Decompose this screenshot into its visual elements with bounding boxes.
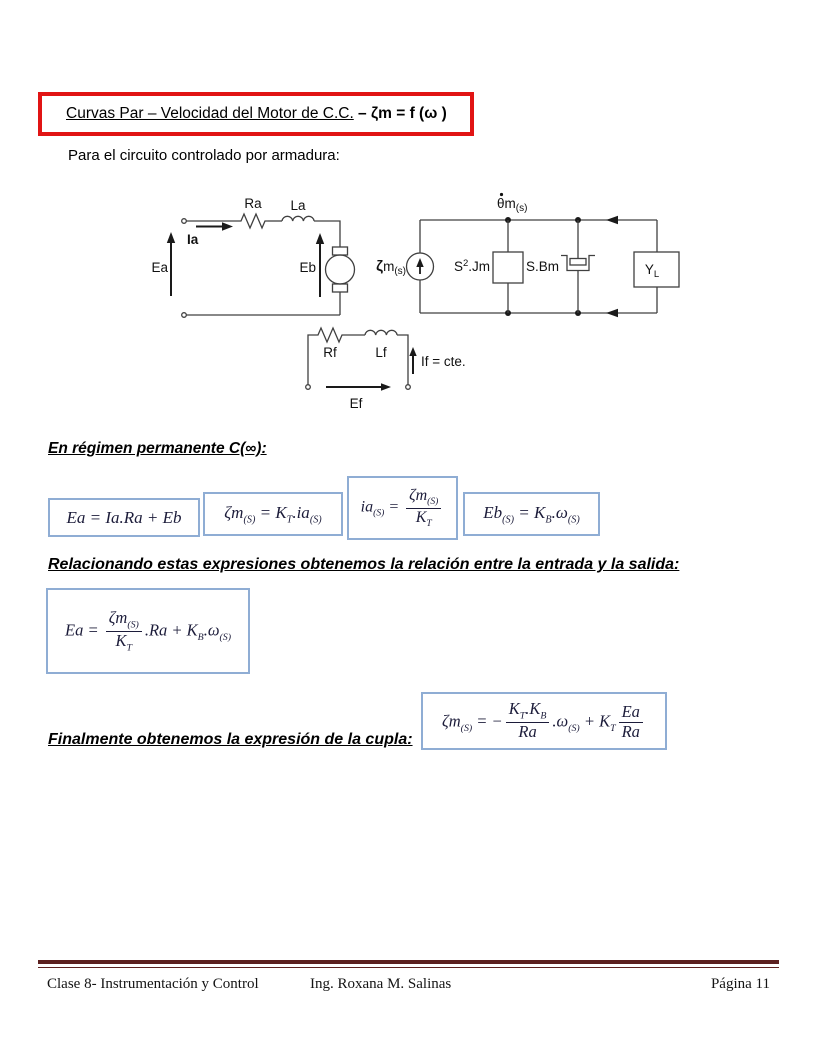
left-arrowhead — [606, 309, 618, 318]
fraction-denominator: Ra — [621, 721, 640, 741]
label-inertia-base: S — [453, 259, 463, 274]
equation-box-combined — [46, 588, 250, 674]
eq-subscript: T — [426, 517, 432, 529]
eq-subscript: (S) — [127, 619, 139, 631]
label-speed-sub: (s) — [515, 203, 528, 214]
equation-box-current-torque — [347, 476, 458, 540]
terminal-dot — [182, 313, 187, 318]
motor-icon — [326, 255, 355, 284]
eq-token: ζm — [442, 711, 461, 731]
eq-token: .ω — [203, 620, 220, 640]
eq-subscript: B — [197, 631, 204, 643]
eq-subscript: (S) — [243, 514, 256, 526]
equation-box-torque-current — [203, 492, 343, 536]
circuit-diagram — [140, 175, 710, 420]
eq-token: = K — [255, 502, 287, 522]
label-inertia-exponent: 2 — [462, 258, 469, 269]
inductor-la-icon — [282, 216, 314, 221]
heading-relation: Relacionando estas expresiones obtenemos la relación entre la entrada y la salida: — [48, 556, 680, 573]
label-if: If = cte. — [421, 354, 466, 369]
damper-piston — [570, 259, 586, 266]
equation-box-torque-speed — [421, 692, 667, 750]
eq-token: .ω — [552, 711, 569, 731]
fraction-numerator — [506, 700, 550, 723]
motor-brush — [333, 247, 348, 255]
equation-line — [442, 700, 646, 742]
intro-text: Para el circuito controlado por armadura: — [68, 147, 340, 164]
fraction — [406, 487, 441, 528]
if-arrow — [409, 347, 416, 374]
eq-token: + K — [579, 711, 611, 731]
field-circuit — [306, 328, 466, 411]
eq-subscript: (S) — [373, 507, 385, 519]
ia-arrow — [196, 222, 233, 230]
fraction-denominator — [106, 632, 142, 654]
equation-box-armature-voltage — [48, 498, 200, 537]
label-load — [645, 262, 659, 280]
wire — [397, 335, 408, 385]
fraction-numerator — [406, 487, 441, 508]
eq-subscript: T — [610, 722, 616, 734]
eq-token: .ia — [292, 502, 310, 522]
eq-token: = — [384, 498, 404, 516]
footer-rule-thick — [38, 960, 779, 964]
resistor-ra-icon — [238, 214, 268, 228]
heading-final: Finalmente obtenemos la expresión de la cupla: — [48, 731, 413, 748]
eq-subscript: (S) — [568, 722, 580, 734]
equation-line — [224, 503, 321, 525]
footer — [38, 976, 779, 1000]
eq-subscript: B — [540, 710, 547, 722]
armature-circuit — [151, 196, 354, 317]
eq-token: Ea = — [64, 620, 103, 640]
left-arrowhead — [606, 216, 618, 225]
label-inertia — [454, 258, 490, 274]
motor-brush — [333, 284, 348, 292]
title-bold: – ζm = f (ω ) — [353, 105, 447, 122]
label-load-y: Y — [644, 262, 654, 277]
eq-token: = K — [514, 502, 546, 522]
label-speed-main: θm — [497, 196, 516, 211]
terminal-dot — [406, 385, 411, 390]
equation-box-back-emf — [463, 492, 600, 536]
equation-line — [361, 487, 445, 528]
eq-token: K — [115, 630, 127, 650]
fraction-denominator: Ra — [518, 721, 537, 741]
eq-subscript: (S) — [567, 514, 580, 526]
fraction — [506, 700, 550, 742]
label-eb: Eb — [299, 260, 316, 275]
eq-token: .K — [525, 699, 541, 719]
eq-token: K — [415, 508, 427, 526]
terminal-dot — [306, 385, 311, 390]
ef-arrow — [326, 383, 391, 391]
label-speed — [497, 196, 527, 214]
label-ef: Ef — [349, 396, 363, 411]
footer-rule-thin — [38, 967, 779, 968]
label-lf: Lf — [375, 345, 387, 360]
eq-subscript: (S) — [460, 722, 473, 734]
label-torque-m: m — [383, 259, 395, 274]
inductor-lf-icon — [365, 330, 397, 335]
fraction — [106, 609, 142, 653]
eq-token: ζm — [108, 607, 128, 627]
eq-token: .Ra + K — [144, 620, 198, 640]
source-arrowhead — [416, 258, 423, 267]
eq-token: ia — [360, 498, 374, 516]
eq-token: ζm — [224, 502, 244, 522]
eq-token: = − — [472, 711, 503, 731]
footer-page-number: Página 11 — [710, 976, 770, 992]
mechanical-circuit — [376, 193, 679, 317]
eq-token: Eb — [483, 502, 503, 522]
eq-token: ζm — [409, 487, 428, 505]
eq-subscript: (S) — [502, 514, 515, 526]
eq-token: K — [508, 699, 520, 719]
heading-steady-state: En régimen permanente C(∞): — [48, 440, 267, 457]
label-la: La — [290, 198, 306, 213]
footer-course: Clase 8- Instrumentación y Control — [47, 976, 259, 992]
label-damper: S.Bm — [525, 259, 559, 274]
inertia-box — [493, 252, 523, 283]
terminal-dot — [182, 219, 187, 224]
fraction-numerator: Ea — [619, 703, 643, 723]
page-title — [66, 105, 447, 123]
label-torque-sub: (s) — [394, 266, 406, 277]
label-ia: Ia — [187, 232, 199, 247]
label-ea: Ea — [151, 260, 168, 275]
equation-line — [65, 609, 231, 653]
eq-subscript: T — [286, 514, 293, 526]
label-load-sub: L — [653, 269, 660, 280]
eq-subscript: T — [519, 710, 526, 722]
fraction-denominator — [406, 509, 441, 529]
footer-author: Ing. Roxana M. Salinas — [310, 976, 452, 992]
equation-line — [483, 503, 579, 525]
resistor-rf-icon — [315, 328, 345, 342]
label-rf: Rf — [323, 345, 337, 360]
eq-subscript: (S) — [219, 631, 232, 643]
label-ra: Ra — [244, 196, 262, 211]
eq-subscript: B — [545, 514, 552, 526]
fraction — [619, 703, 643, 742]
fraction-numerator — [106, 609, 142, 632]
eq-subscript: (S) — [427, 496, 439, 508]
label-torque — [376, 258, 406, 277]
label-torque-zeta: ζ — [376, 258, 384, 275]
eb-arrow — [316, 233, 324, 297]
title-box — [38, 92, 474, 136]
ea-arrow — [167, 232, 175, 296]
wire — [308, 335, 315, 385]
title-underlined: Curvas Par – Velocidad del Motor de C.C. — [66, 105, 354, 122]
eq-token: .ω — [551, 502, 568, 522]
eq-subscript: T — [126, 641, 133, 653]
eq-token: Ea = Ia.Ra + Eb — [66, 507, 182, 527]
eq-subscript: (S) — [309, 514, 322, 526]
label-inertia-tail: .Jm — [468, 259, 490, 274]
